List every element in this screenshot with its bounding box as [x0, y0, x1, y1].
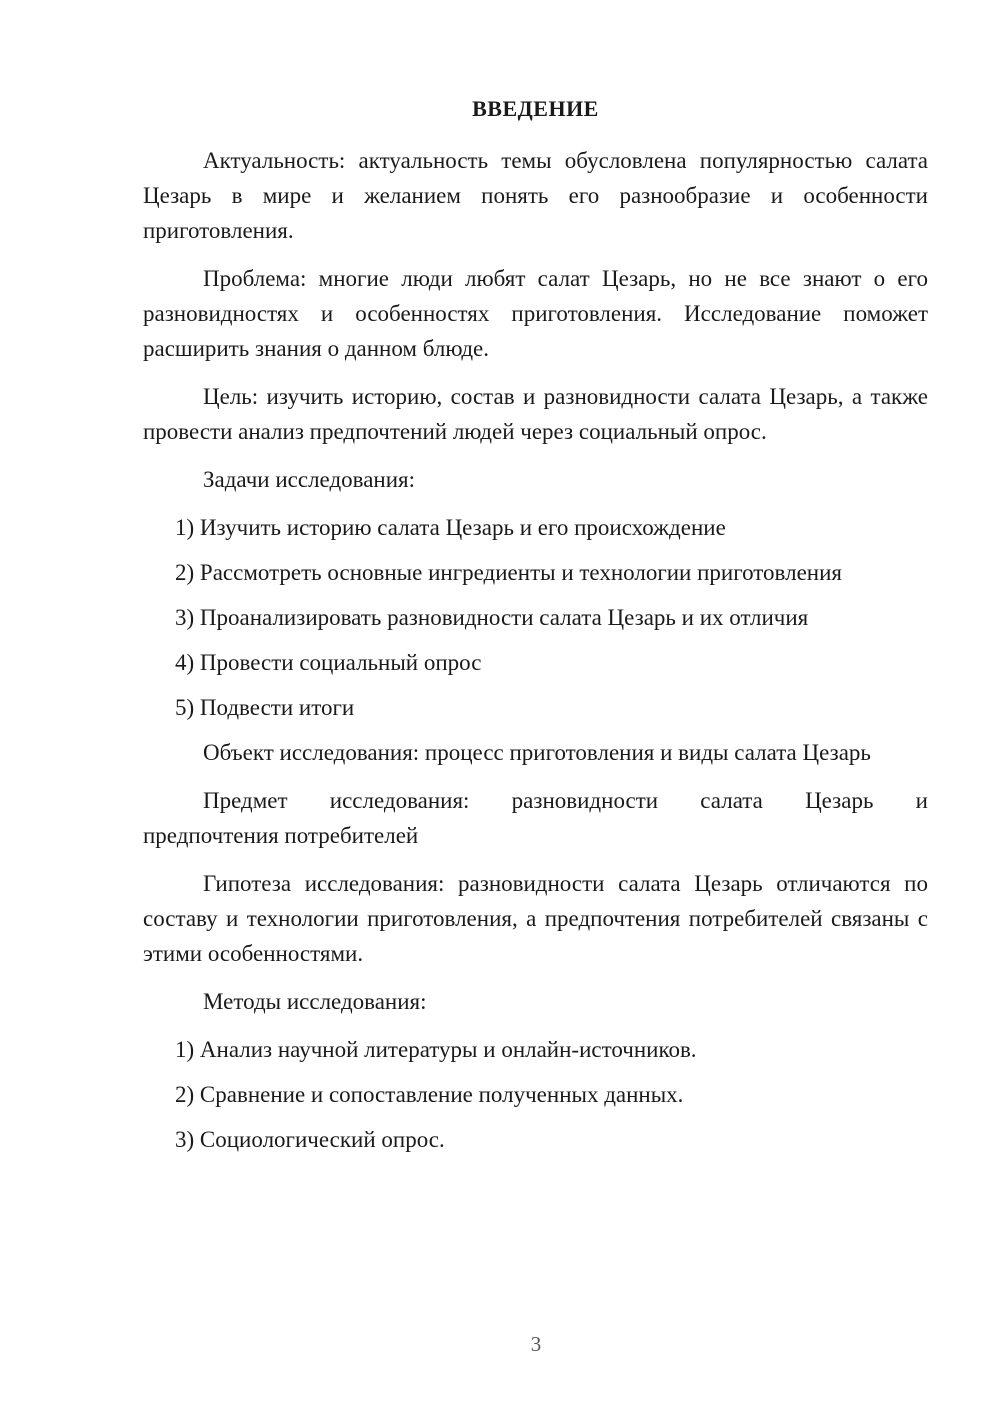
method-item-2: 2) Сравнение и сопоставление полученных данных.	[175, 1082, 684, 1107]
page-title: ВВЕДЕНИЕ	[472, 96, 599, 121]
subject-line-2: предпочтения потребителей	[143, 823, 419, 848]
task-item-2: 2) Рассмотреть основные ингредиенты и технологии приготовления	[175, 560, 842, 585]
method-item-1: 1) Анализ научной литературы и онлайн-источников.	[175, 1037, 697, 1062]
methods-heading: Методы исследования:	[203, 989, 427, 1014]
object-paragraph: Объект исследования: процесс приготовления и виды салата Цезарь	[203, 740, 871, 765]
hypothesis-paragraph: Гипотеза исследования: разновидности салата Цезарь отличаются по составу и технологии приготовления, а предпочтения потребителей связаны с этими особенностями.	[143, 871, 928, 966]
page-content	[143, 94, 928, 1167]
subject-line-1: Предмет исследования: разновидности салата Цезарь и	[203, 788, 928, 813]
goal-paragraph: Цель: изучить историю, состав и разновидности салата Цезарь, а также провести анализ предпочтений людей через социальный опрос.	[143, 384, 928, 444]
tasks-heading: Задачи исследования:	[203, 467, 416, 492]
task-item-1: 1) Изучить историю салата Цезарь и его происхождение	[175, 515, 726, 540]
task-item-4: 4) Провести социальный опрос	[175, 650, 482, 675]
method-item-3: 3) Социологический опрос.	[175, 1127, 445, 1152]
task-item-3: 3) Проанализировать разновидности салата Цезарь и их отличия	[175, 605, 809, 630]
actuality-paragraph: Актуальность: актуальность темы обусловлена популярностью салата Цезарь в мире и желанием понять его разнообразие и особенности приготовления.	[143, 148, 928, 243]
page-number: 3	[530, 1332, 542, 1356]
problem-paragraph: Проблема: многие люди любят салат Цезарь, но не все знают о его разновидностях и особенностях приготовления. Исследование поможет расширить знания о данном блюде.	[143, 266, 928, 361]
subject-paragraph	[143, 783, 928, 853]
task-item-5: 5) Подвести итоги	[175, 695, 355, 720]
